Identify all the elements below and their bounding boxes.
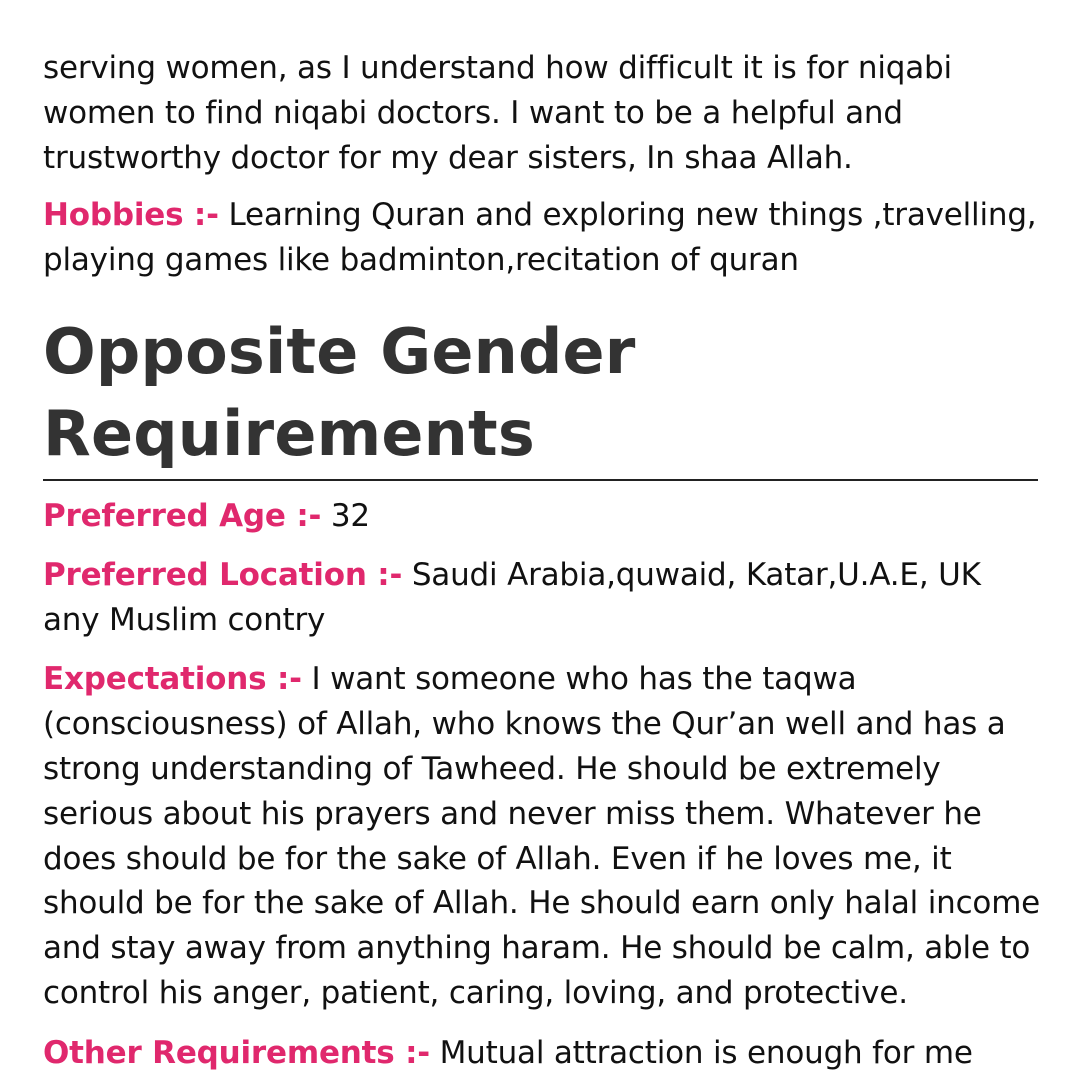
intro-paragraph [43,46,1043,180]
preferred-location-paragraph [43,553,1043,643]
preferred-age-paragraph [43,494,1043,539]
preferred-age-value: 32 [330,497,370,534]
expectations-value: I want someone who has the taqwa (consciousness) of Allah, who knows the Qur’an well and has a strong understanding of Tawheed. He should be extremely serious about his prayers and never miss them. Whatever he does should be for the sake of Allah. Even if he loves me, it should be for the sake of Allah. He should earn only halal income and stay away from anything haram. He should be calm, able to control his anger, patient, caring, loving, and protective. [43,661,1041,1011]
section-divider [43,479,1038,481]
preferred-location-value: Saudi Arabia,quwaid, Katar,U.A.E, UK any Muslim contry [43,556,981,638]
other-requirements-label: Other Requirements :- [43,1034,430,1071]
hobbies-value: Learning Quran and exploring new things ,travelling, playing games like badminton,recitation of quran [43,197,1037,279]
section-title: Opposite Gender Requirements [43,314,636,470]
hobbies-paragraph [43,193,1043,283]
other-requirements-value: Mutual attraction is enough for me [439,1034,973,1071]
expectations-paragraph [43,657,1043,1015]
other-requirements-paragraph [43,1031,1043,1076]
intro-text: serving women, as I understand how difficult it is for niqabi women to find niqabi doctors. I want to be a helpful and trustworthy doctor for my dear sisters, In shaa Allah. [43,50,952,176]
hobbies-label: Hobbies :- [43,197,219,234]
preferred-location-label: Preferred Location :- [43,556,403,593]
profile-document [43,46,1043,1076]
preferred-age-label: Preferred Age :- [43,497,322,534]
expectations-label: Expectations :- [43,661,302,698]
